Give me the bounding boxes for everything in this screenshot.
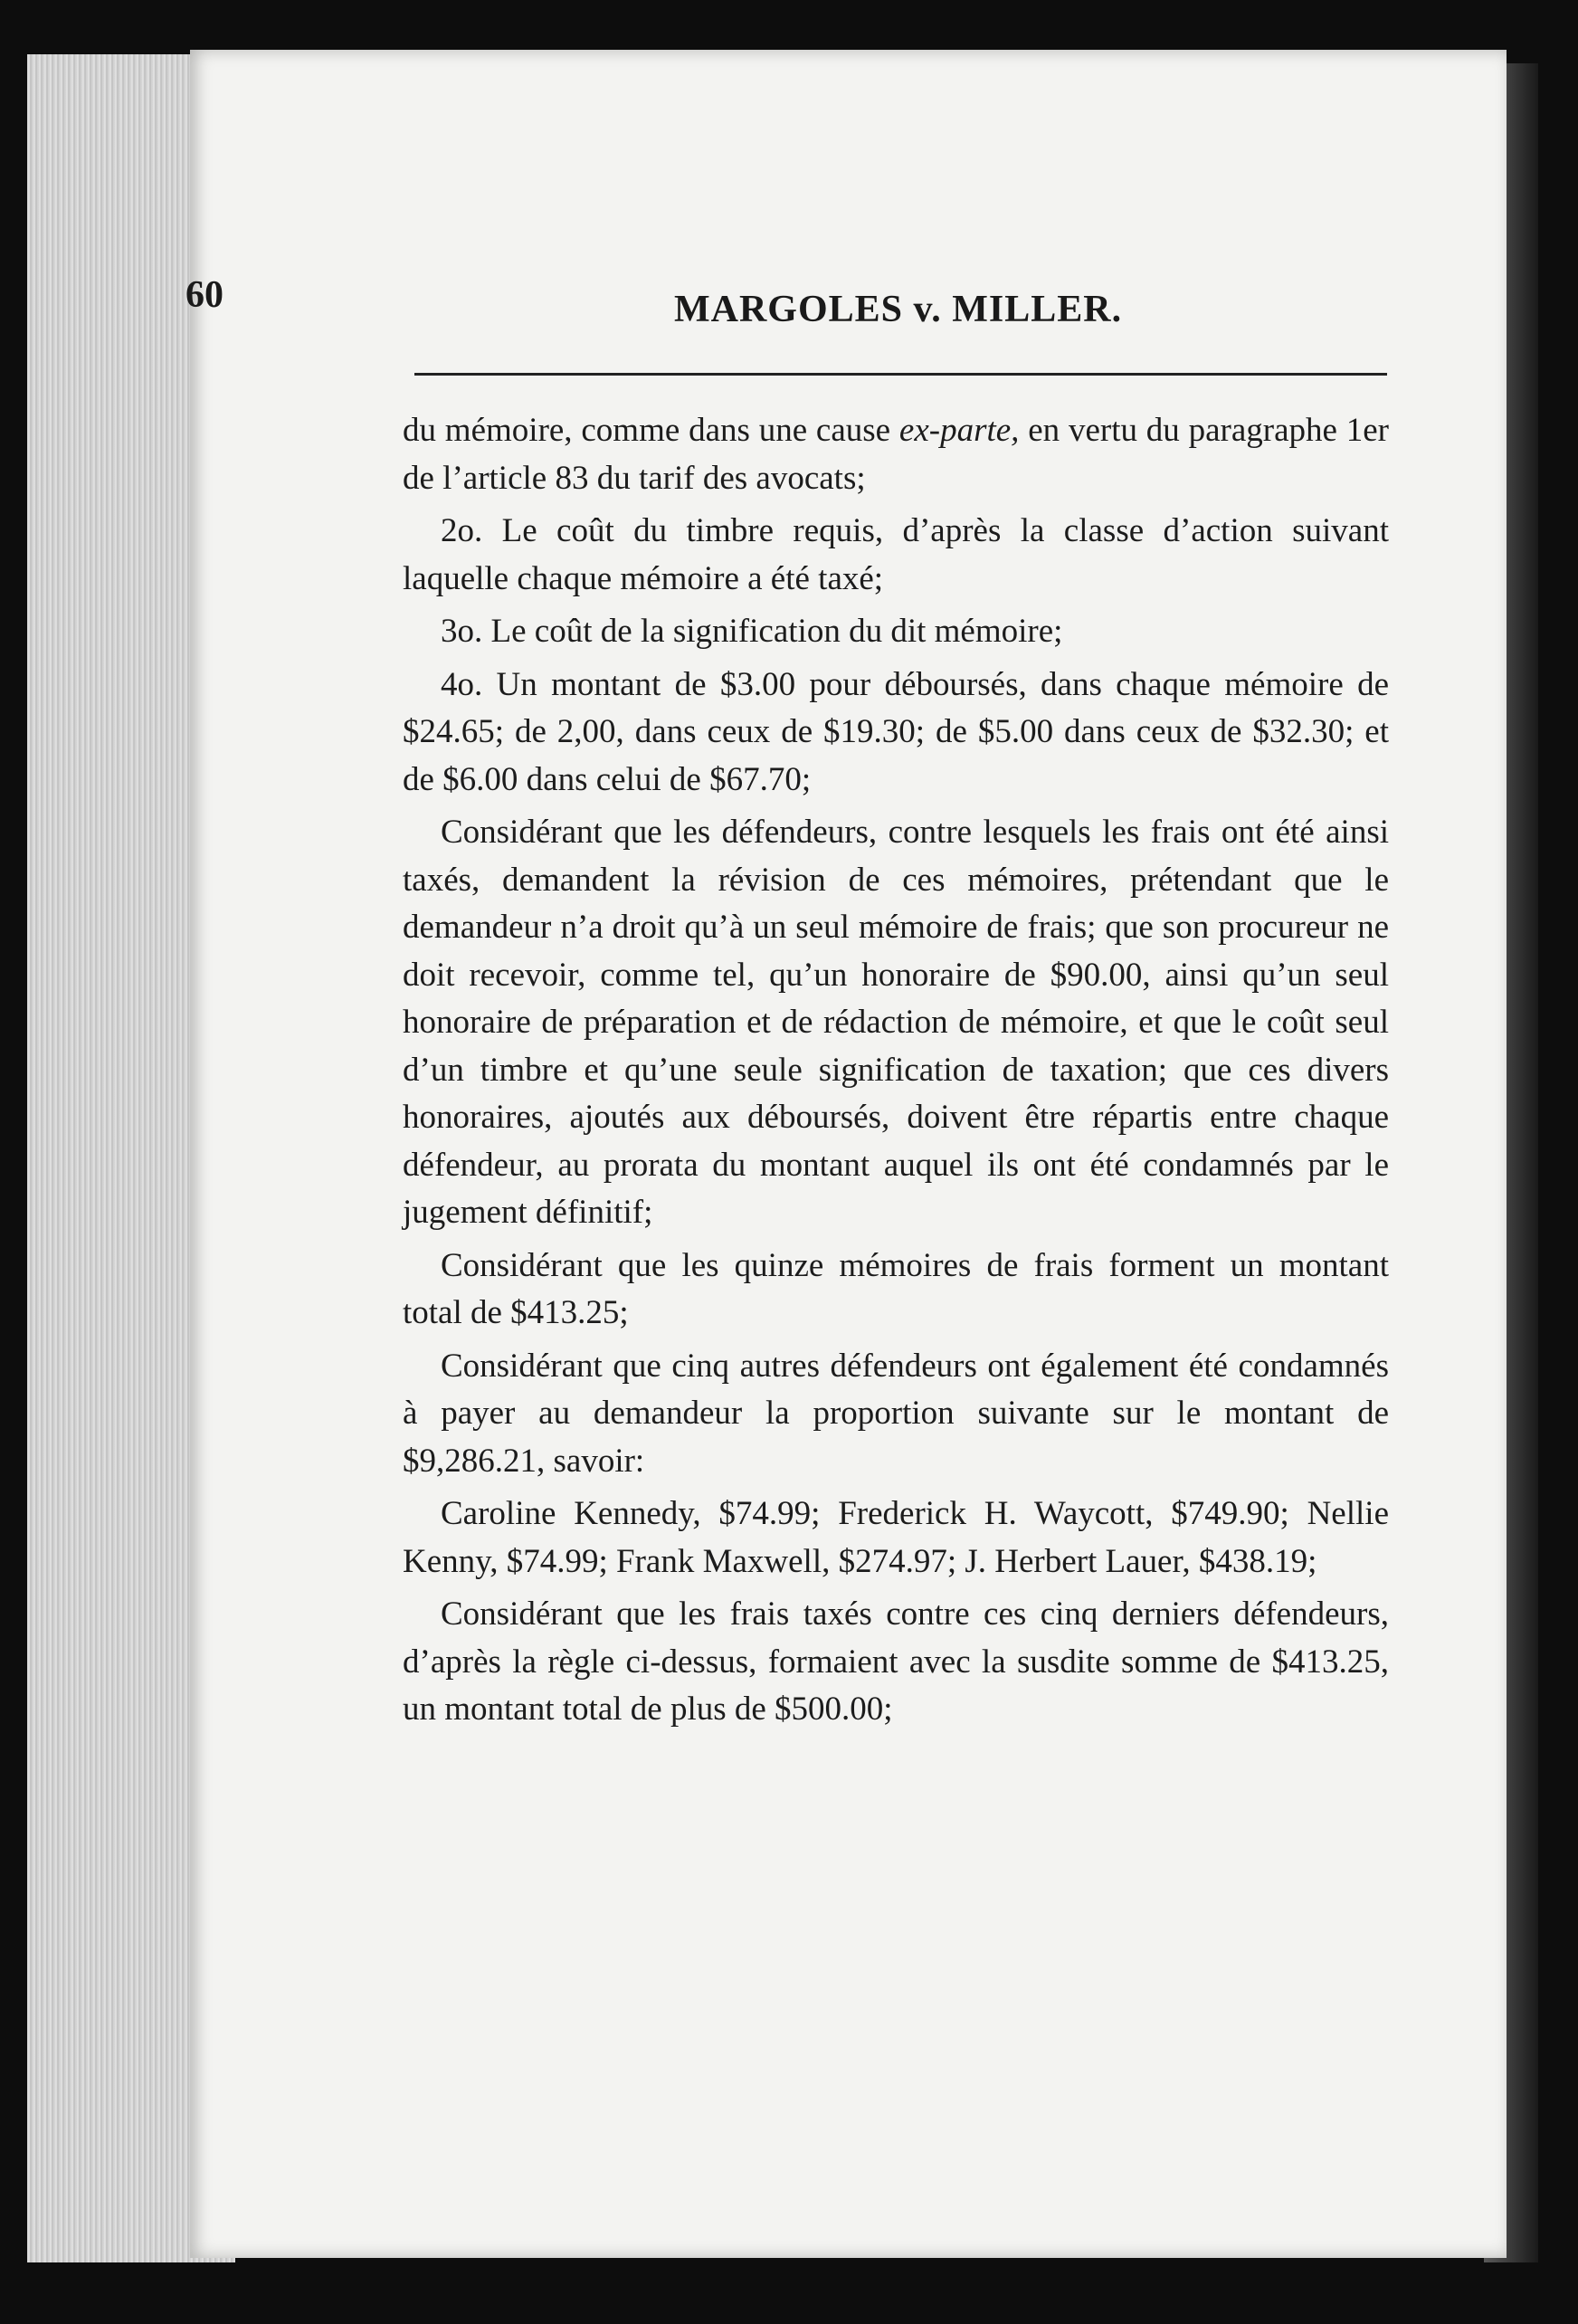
paragraph: Considérant que cinq autres défendeurs ont également été condamnés à payer au demandeur la proportion suivante sur le montant de $9,286.21, savoir: [403,1347,1389,1480]
italic-term: ex-parte, [898,412,1020,449]
paragraph: Caroline Kennedy, $74.99; Frederick H. Waycott, $749.90; Nellie Kenny, $74.99; Frank Maxwell, $274.97; J. Herbert Lauer, $438.19; [403,1495,1389,1580]
paragraph: 4o. Un montant de $3.00 pour déboursés, dans chaque mémoire de $24.65; de 2,00, dans ceux de $19.30; de $5.00 dans ceux de $32.30; et de $6.00 dans celui de $67.70; [403,665,1389,798]
body-text [403,407,1389,1739]
paragraph: Considérant que les frais taxés contre ces cinq derniers défendeurs, d’après la règle ci-dessus, formaient avec la susdite somme de $413.25, un montant total de plus de $500.00; [403,1595,1389,1728]
paragraph: 3o. Le coût de la signification du dit mémoire; [441,613,1063,650]
paragraph [403,407,1389,502]
running-title: MARGOLES v. MILLER. [674,289,1123,330]
text-span: du mémoire, comme dans une cause [403,412,899,449]
paragraph: Considérant que les défendeurs, contre lesquels les frais ont été ainsi taxés, demandent la révision de ces mémoires, prétendant que le demandeur n’a droit qu’à un seul mémoire de frais; que son procureur ne doit recevoir, comme tel, qu’un honoraire de $90.00, ainsi qu’un seul honoraire de préparation et de rédaction de mémoire, et que le coût seul d’un timbre et qu’une seule signification de taxation; que ces divers honoraires, ajoutés aux déboursés, doivent être répartis entre chaque défendeur, au prorata du montant auquel ils ont été condamnés par le jugement définitif; [403,814,1389,1231]
page-number: 60 [185,274,223,316]
paragraph: 2o. Le coût du timbre requis, d’après la classe d’action suivant laquelle chaque mémoire a été taxé; [403,512,1389,597]
text-span: en vertu du paragraphe 1er de l’article 83 du tarif des avocats; [403,412,1389,497]
header-rule [414,373,1387,376]
paragraph: Considérant que les quinze mémoires de frais forment un montant total de $413.25; [403,1246,1389,1331]
